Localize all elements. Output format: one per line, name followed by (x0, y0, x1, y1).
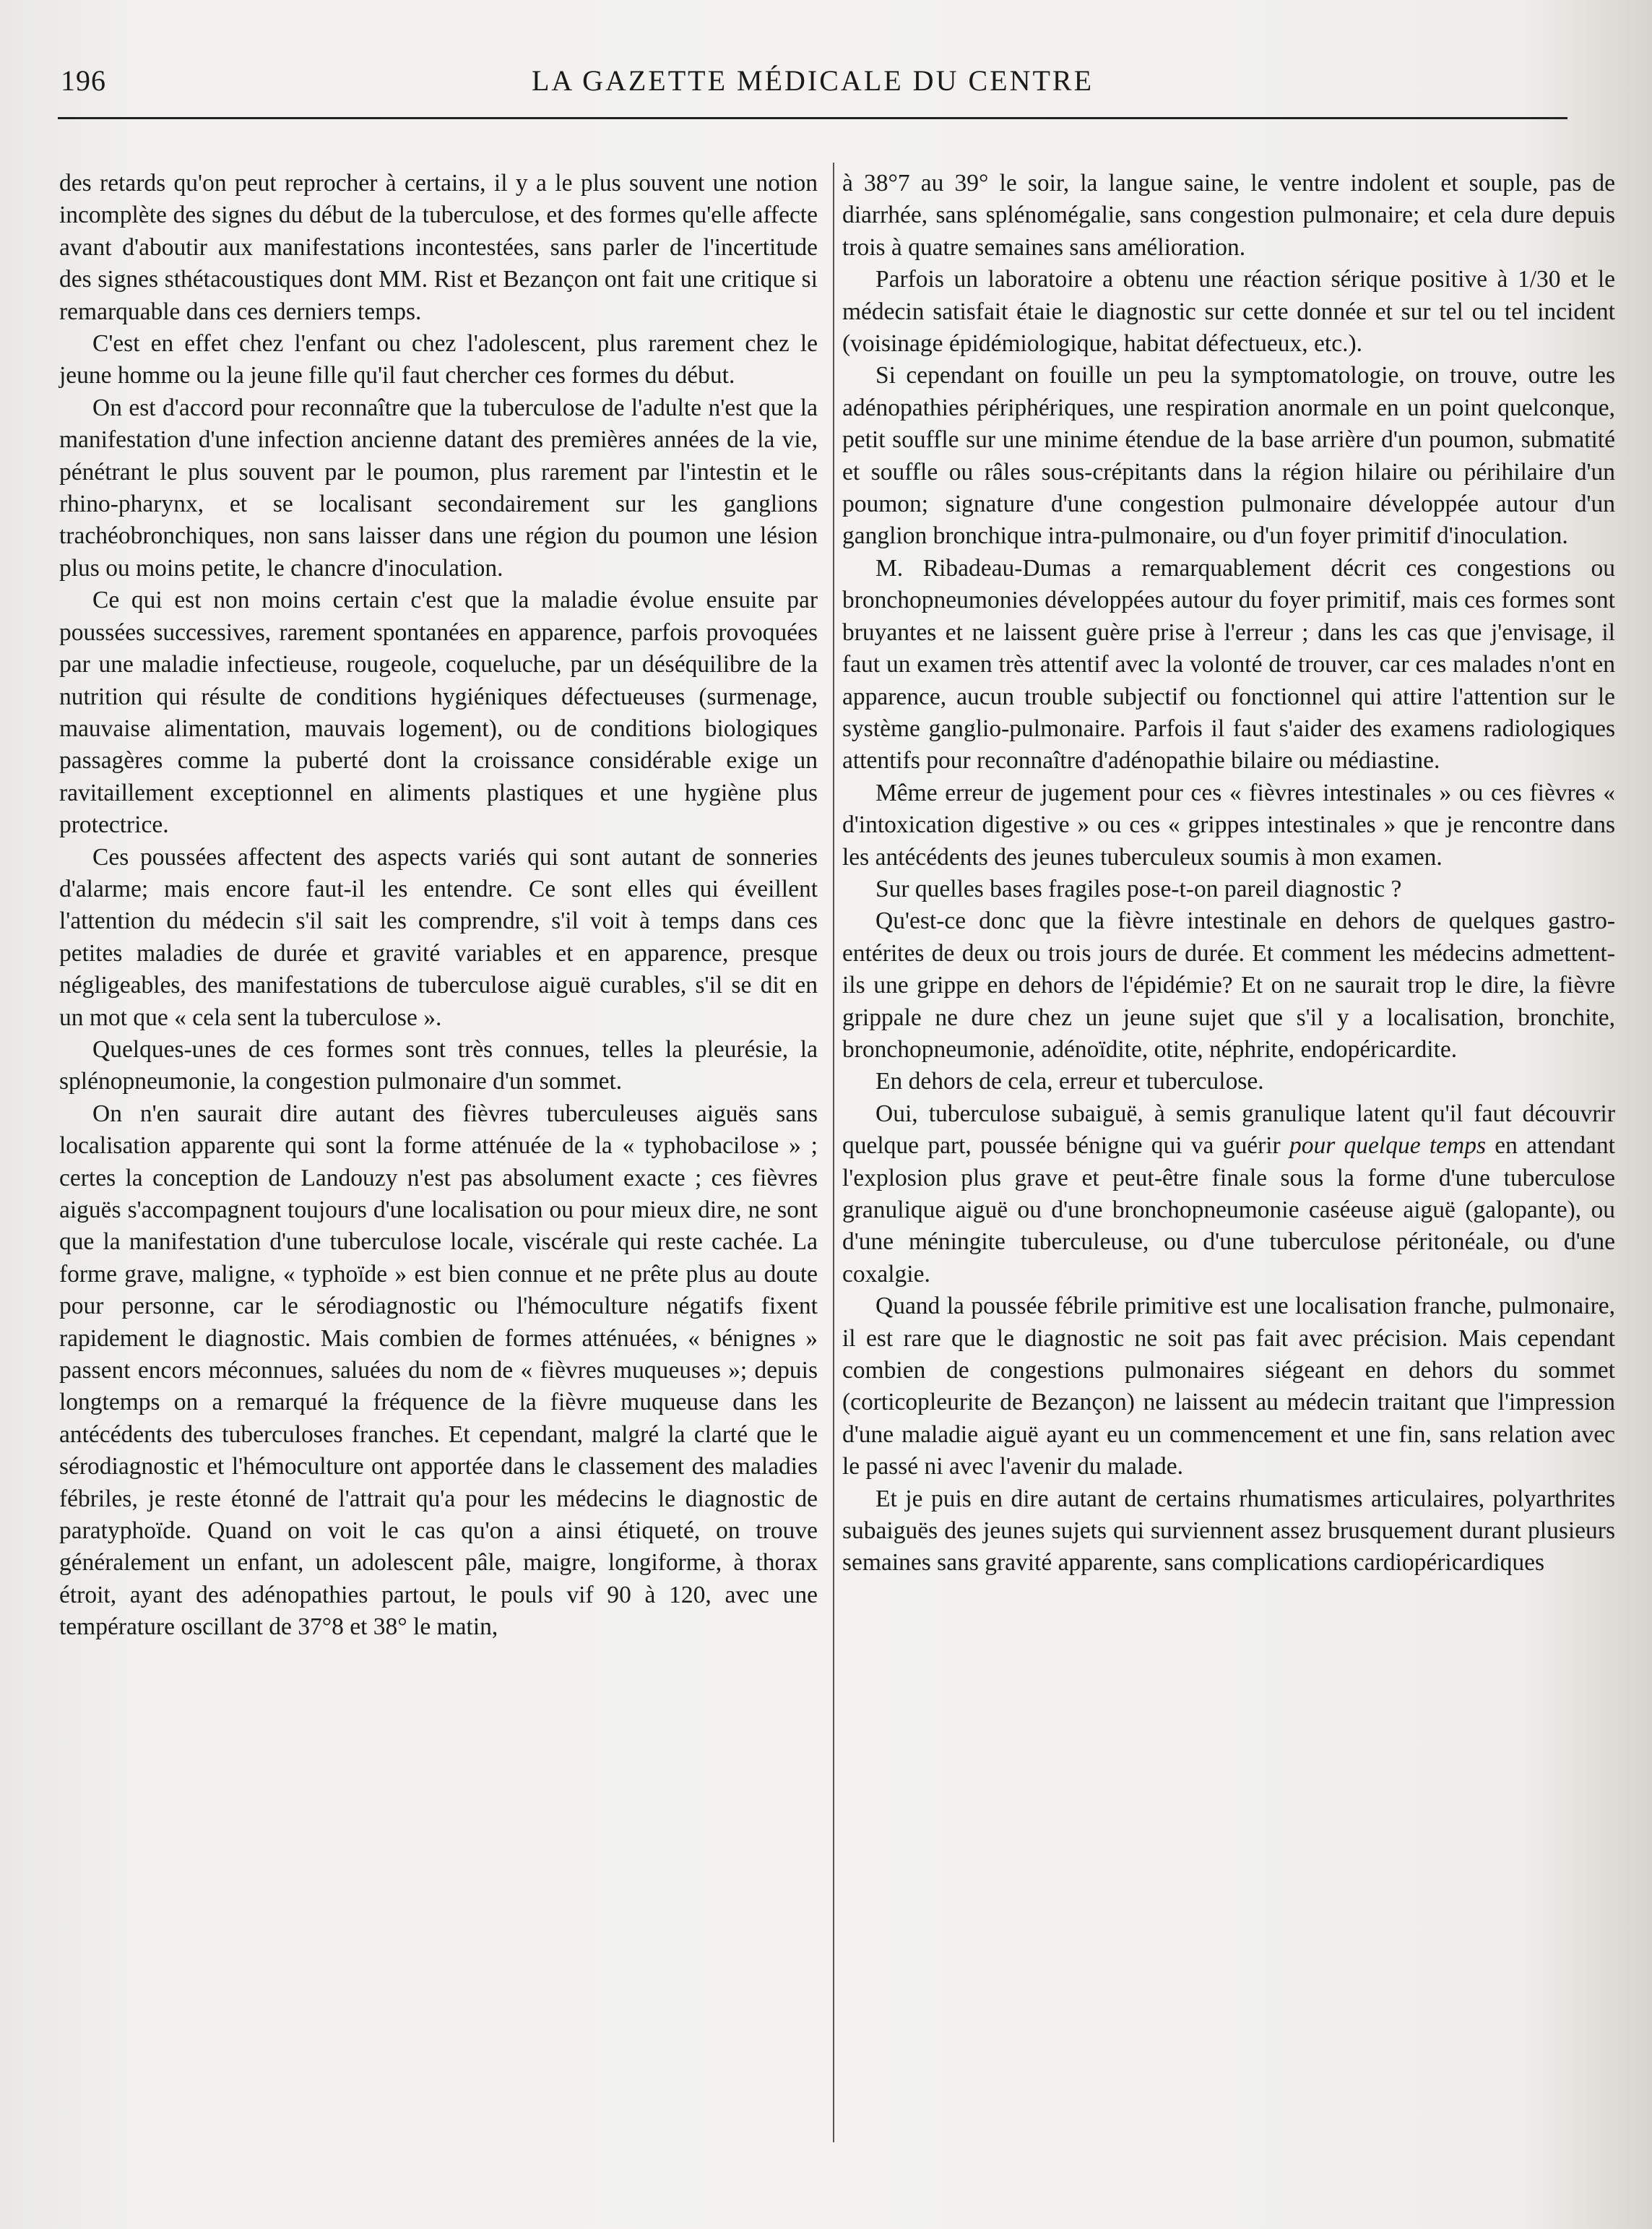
paragraph: Qu'est-ce donc que la fièvre intestinale en dehors de quelques gastro-entérites de deux ou trois jours de durée. Et comment les médecins admettent-ils une grippe en dehors de l'épidémie? Et on ne saurait trop le dire, la fièvre grippale ne dure chez un jeune sujet que s'il y a localisation, bronchite, bronchopneumonie, adénoïdite, otite, néphrite, endopéricardite. (842, 907, 1615, 1063)
paragraph: Quand la poussée fébrile primitive est une localisation franche, pulmonaire, il est rare que le diagnostic ne soit pas fait avec précision. Mais cependant combien de congestions pulmonaires siégeant en dehors du sommet (corticopleurite de Bezançon) ne laissent au médecin traitant que l'impression d'une maladie aiguë ayant eu un commencement et une fin, sans relation avec le passé ni avec l'avenir du malade. (842, 1293, 1615, 1480)
paragraph: Quelques-unes de ces formes sont très connues, telles la pleurésie, la splénopneumonie, la congestion pulmonaire d'un sommet. (59, 1035, 818, 1095)
paragraph: C'est en effet chez l'enfant ou chez l'adolescent, plus rarement chez le jeune homme ou la jeune fille qu'il faut chercher ces formes du début. (59, 330, 818, 389)
header-rule (58, 117, 1567, 119)
page-number: 196 (61, 64, 106, 97)
paragraph: Et je puis en dire autant de certains rhumatismes articulaires, polyarthrites subaiguës des jeunes sujets qui surviennent assez brusquement durant plusieurs semaines sans gravité apparente, sans complications cardiopéricardiques (842, 1485, 1615, 1577)
page-header (58, 64, 1567, 107)
italic-text: pour quelque temps (1289, 1132, 1487, 1160)
right-column (842, 168, 1615, 1579)
paragraph: Ces poussées affectent des aspects variés qui sont autant de sonneries d'alarme; mais encore faut-il les entendre. Ce sont elles qui éveillent l'attention du médecin s'il sait les comprendre, s'il voit à temps dans ces petites maladies de durée et gravité variables et en apparence, presque négligeables, des manifestations de tuberculose aiguë curables, s'il se dit en un mot que « cela sent la tuberculose ». (59, 843, 818, 1031)
paragraph: Ce qui est non moins certain c'est que la maladie évolue ensuite par poussées successives, rarement spontanées en apparence, parfois provoquées par une maladie infectieuse, rougeole, coqueluche, par un déséquilibre de la nutrition qui résulte de conditions hygiéniques défectueuses (surmenage, mauvaise alimentation, mauvais logement), ou de conditions biologiques passagères comme la puberté dont la croissance considérable exige un ravitaillement exceptionnel en aliments plastiques et une hygiène plus protectrice. (59, 587, 818, 839)
paragraph: à 38°7 au 39° le soir, la langue saine, le ventre indolent et souple, pas de diarrhée, sans splénomégalie, sans congestion pulmonaire; et cela dure depuis trois à quatre semaines sans amélioration. (842, 170, 1615, 261)
text-run: Oui, tuberculose subaiguë, à semis granulique latent qu'il faut découvrir quelque part, poussée bénigne qui va guérir (842, 1100, 1615, 1160)
text-run: en attendant l'explosion plus grave et peut-être finale sous la forme d'une tuberculose granulique aiguë ou d'une bronchopneumonie caséeuse aiguë (galopante), ou d'une méningite tuberculeuse, ou d'une tuberculose péritonéale, ou d'une coxalgie. (842, 1132, 1615, 1288)
paragraph: Même erreur de jugement pour ces « fièvres intestinales » ou ces fièvres « d'intoxication digestive » ou ces « grippes intestinales » que je rencontre dans les antécédents des jeunes tuberculeux soumis à mon examen. (842, 779, 1615, 871)
column-divider (833, 163, 834, 2142)
paragraph (842, 1098, 1615, 1290)
paragraph: Sur quelles bases fragiles pose-t-on pareil diagnostic ? (875, 875, 1402, 902)
paragraph: Si cependant on fouille un peu la symptomatologie, on trouve, outre les adénopathies périphériques, une respiration anormale en un point quelconque, petit souffle sur une minime étendue de la base arrière d'un poumon, submatité et souffle ou râles sous-crépitants dans la région hilaire ou périhilaire d'un poumon; signature d'une congestion pulmonaire développée autour d'un ganglion bronchique intra-pulmonaire, ou d'un foyer primitif d'inoculation. (842, 362, 1615, 550)
paragraph: En dehors de cela, erreur et tuberculose. (875, 1068, 1264, 1095)
left-column (59, 168, 818, 1644)
paragraph: M. Ribadeau-Dumas a remarquablement décrit ces congestions ou bronchopneumonies développées autour du foyer primitif, mais ces formes sont bruyantes et ne laissent guère prise à l'erreur ; dans les cas que j'envisage, il faut un examen très attentif avec la volonté de trouver, car ces malades n'ont en apparence, aucun trouble subjectif ou fonctionnel qui attire l'attention sur le système ganglio-pulmonaire. Parfois il faut s'aider des examens radiologiques attentifs pour reconnaître d'adénopathie bilaire ou médiastine. (842, 554, 1615, 775)
paragraph: Parfois un laboratoire a obtenu une réaction sérique positive à 1/30 et le médecin satisfait étaie le diagnostic sur cette donnée et sur tel ou tel incident (voisinage épidémiologique, habitat défectueux, etc.). (842, 266, 1615, 358)
paragraph: On n'en saurait dire autant des fièvres tuberculeuses aiguës sans localisation apparente qui sont la forme atténuée de la « typhobacilose » ; certes la conception de Landouzy n'est pas absolument exacte ; ces fièvres aiguës s'accompagnent toujours d'une localisation ou pour mieux dire, ne sont que la manifestation d'une tuberculose locale, viscérale qui reste cachée. La forme grave, maligne, « typhoïde » est bien connue et ne prête plus au doute pour personne, car le sérodiagnostic ou l'hémoculture négatifs fixent rapidement le diagnostic. Mais combien de formes atténuées, « bénignes » passent encors méconnues, saluées du nom de « fièvres muqueuses »; depuis longtemps on a remarqué la fréquence de la fièvre muqueuse dans les antécédents des tuberculoses franches. Et cependant, malgré la clarté que le sérodiagnostic et l'hémoculture ont apportée dans le classement des maladies fébriles, je reste étonné de l'attrait qu'a pour les médecins le diagnostic de paratyphoïde. Quand on voit le cas qu'on a ainsi étiqueté, on trouve généralement un enfant, un adolescent pâle, maigre, longiforme, à thorax étroit, ayant des adénopathies partout, le pouls vif 90 à 120, avec une température oscillant de 37°8 et 38° le matin, (59, 1100, 818, 1641)
journal-title: LA GAZETTE MÉDICALE DU CENTRE (531, 64, 1094, 97)
paragraph: des retards qu'on peut reprocher à certains, il y a le plus souvent une notion incomplète des signes du début de la tuberculose, et des formes qu'elle affecte avant d'aboutir aux manifestations incontestées, sans parler de l'incertitude des signes sthétacoustiques dont MM. Rist et Bezançon ont fait une critique si remarquable dans ces derniers temps. (59, 170, 818, 325)
paragraph: On est d'accord pour reconnaître que la tuberculose de l'adulte n'est que la manifestation d'une infection ancienne datant des premières années de la vie, pénétrant le plus souvent par le poumon, plus rarement par l'intestin et le rhino-pharynx, et se localisant secondairement sur les ganglions trachéobronchiques, non sans laisser dans une région du poumon une lésion plus ou moins petite, le chancre d'inoculation. (59, 394, 818, 582)
